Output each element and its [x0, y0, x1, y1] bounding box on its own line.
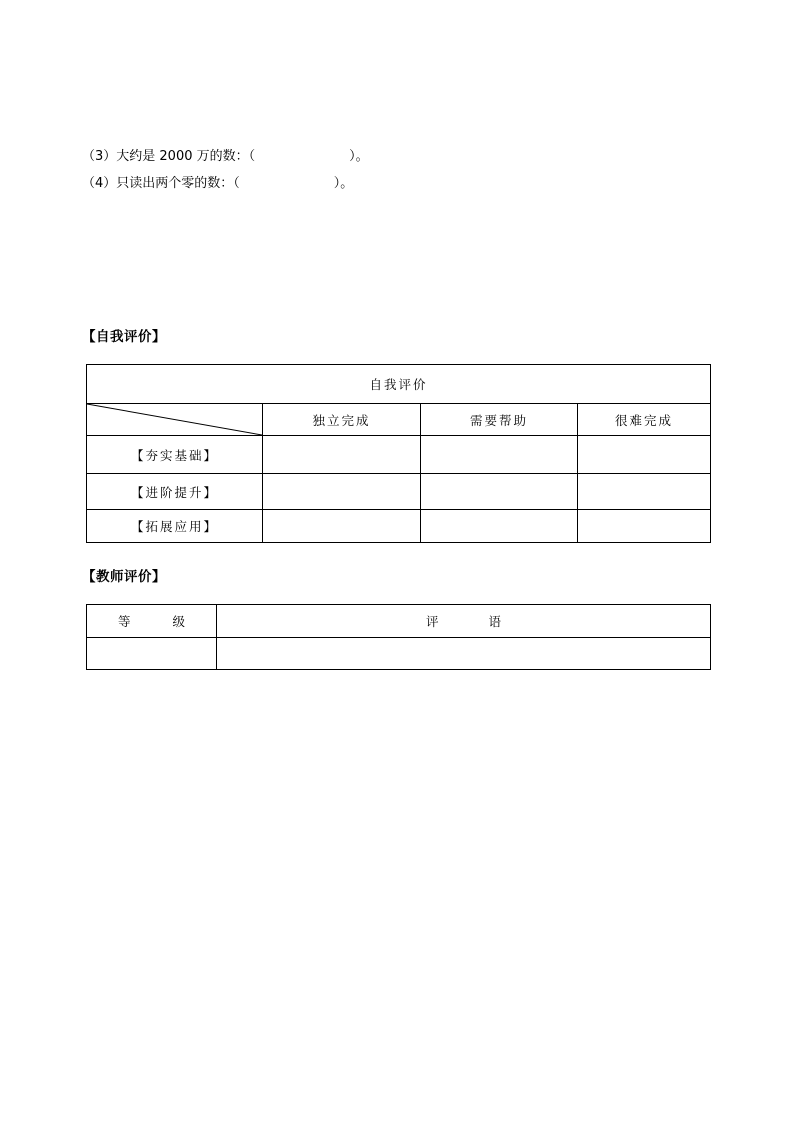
column-header-difficult: 很难完成: [578, 404, 711, 436]
teacher-eval-table: [86, 604, 711, 670]
column-header-independent: 独立完成: [263, 404, 421, 436]
question-4-close: ）。: [333, 176, 354, 191]
question-3-text: 大约是 2000 万的数：（: [116, 149, 256, 164]
cell-basics-need-help[interactable]: [421, 436, 578, 474]
comment-header-char-2: 语: [488, 614, 502, 629]
grade-cell[interactable]: [87, 638, 217, 670]
question-3: [82, 149, 369, 165]
cell-extension-need-help[interactable]: [421, 510, 578, 543]
table-row: [87, 474, 711, 510]
grade-header-char-2: 级: [172, 614, 186, 629]
table-row: [87, 638, 711, 670]
grade-header: [87, 605, 217, 638]
diagonal-header-cell: [87, 404, 263, 436]
cell-extension-difficult[interactable]: [578, 510, 711, 543]
cell-basics-independent[interactable]: [263, 436, 421, 474]
diagonal-line: [87, 404, 262, 435]
cell-advance-need-help[interactable]: [421, 474, 578, 510]
column-header-need-help: 需要帮助: [421, 404, 578, 436]
comment-header-char-1: 评: [425, 614, 439, 629]
row-label-extension: 【拓展应用】: [87, 510, 263, 543]
self-eval-section-title: 【自我评价】: [82, 329, 166, 345]
table-row: [87, 510, 711, 543]
cell-advance-difficult[interactable]: [578, 474, 711, 510]
table-row: [87, 436, 711, 474]
question-3-number: （3）: [82, 149, 117, 164]
cell-basics-difficult[interactable]: [578, 436, 711, 474]
self-eval-header-row: [87, 404, 711, 436]
row-label-advance: 【进阶提升】: [87, 474, 263, 510]
grade-header-char-1: 等: [117, 614, 131, 629]
cell-advance-independent[interactable]: [263, 474, 421, 510]
teacher-eval-section-title: 【教师评价】: [82, 569, 166, 585]
row-label-basics: 【夯实基础】: [87, 436, 263, 474]
question-4-text: 只读出两个零的数：（: [116, 176, 240, 191]
self-eval-table-title: 自我评价: [87, 365, 711, 404]
comment-header: [217, 605, 711, 638]
cell-extension-independent[interactable]: [263, 510, 421, 543]
question-4-number: （4）: [82, 176, 117, 191]
question-3-close: ）。: [349, 149, 369, 164]
comment-cell[interactable]: [217, 638, 711, 670]
question-4: [82, 176, 353, 192]
self-eval-table: [86, 364, 711, 543]
self-eval-title-row: [87, 365, 711, 404]
teacher-eval-header-row: [87, 605, 711, 638]
